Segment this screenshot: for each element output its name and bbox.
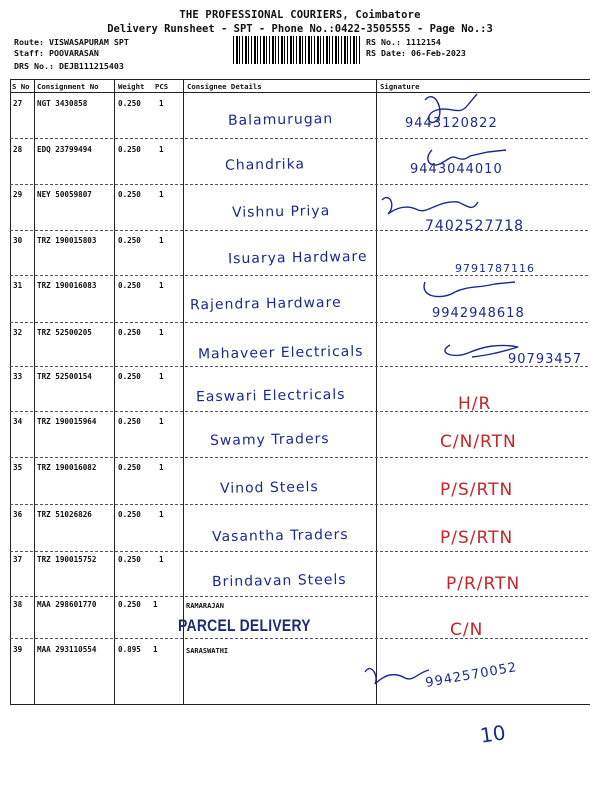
col-header-consignee: Consignee Details	[187, 82, 262, 91]
row-sno: 32	[13, 328, 23, 337]
row-weight: 0.250	[118, 99, 141, 108]
row-weight: 0.250	[118, 417, 141, 426]
row-consignment: TRZ 190016083	[37, 281, 97, 290]
row-weight: 0.250	[118, 555, 141, 564]
row-sno: 33	[13, 372, 23, 381]
row-pcs: 1	[159, 463, 164, 472]
row-weight: 0.250	[118, 510, 141, 519]
row-pcs: 1	[159, 281, 164, 290]
row-sno: 31	[13, 281, 23, 290]
signature-phone: 90793457	[508, 352, 583, 367]
row-weight: 0.250	[118, 328, 141, 337]
row-consignment: MAA 298601770	[37, 600, 97, 609]
row-weight: 0.895	[118, 645, 141, 654]
row-pcs: 1	[159, 145, 164, 154]
consignee-handwritten: Vishnu Priya	[231, 203, 331, 221]
row-weight: 0.250	[118, 281, 141, 290]
rs-number: RS No.: 1112154	[366, 37, 441, 47]
row-consignment: TRZ 190015752	[37, 555, 97, 564]
signature-scribble	[428, 150, 506, 165]
row-pcs: 1	[159, 99, 164, 108]
staff-label: Staff: POOVARASAN	[14, 48, 99, 58]
row-pcs: 1	[159, 555, 164, 564]
signature-scribble	[365, 669, 429, 684]
consignee-handwritten: Brindavan Steels	[211, 571, 347, 591]
row-weight: 0.250	[118, 190, 141, 199]
signature-phone: 9942570052	[424, 660, 519, 691]
row-consignment: TRZ 51026826	[37, 510, 92, 519]
row-pcs: 1	[159, 372, 164, 381]
row-sno: 37	[13, 555, 23, 564]
parcel-delivery-stamp: PARCEL DELIVERY	[178, 616, 311, 635]
consignee-handwritten: Mahaveer Electricals	[197, 343, 364, 363]
row-consignment: TRZ 190015803	[37, 236, 97, 245]
consignee-handwritten: Rajendra Hardware	[189, 294, 342, 314]
signature-phone: 7402527718	[425, 218, 525, 234]
row-consignment: TRZ 52500154	[37, 372, 92, 381]
delivery-remark: P/R/RTN	[446, 574, 521, 594]
row-consignment: NEY 50059807	[37, 190, 92, 199]
signature-phone: 9791787116	[455, 262, 535, 275]
row-pcs: 1	[153, 600, 158, 609]
consignee-handwritten: Swamy Traders	[209, 430, 330, 450]
row-weight: 0.250	[118, 463, 141, 472]
col-header-consignment: Consignment No	[37, 82, 99, 91]
row-weight: 0.250	[118, 236, 141, 245]
signature-scribble	[425, 94, 477, 122]
row-consignment: TRZ 190015964	[37, 417, 97, 426]
consignee-handwritten: Vinod Steels	[219, 479, 319, 497]
rs-date: RS Date: 06-Feb-2023	[366, 48, 466, 58]
col-header-weight: Weight	[118, 82, 145, 91]
row-consignment: TRZ 52500205	[37, 328, 92, 337]
row-consignment: MAA 293110554	[37, 645, 97, 654]
row-weight: 0.250	[118, 600, 141, 609]
row-sno: 34	[13, 417, 23, 426]
signature-scribble	[424, 282, 515, 297]
delivery-remark: C/N/RTN	[440, 432, 517, 452]
signature-phone: 9443120822	[405, 116, 498, 131]
row-sno: 36	[13, 510, 23, 519]
signature-phone: 9443044010	[410, 162, 503, 177]
row-sno: 29	[13, 190, 23, 199]
row-pcs: 1	[159, 236, 164, 245]
consignee-name: RAMARAJAN	[186, 602, 224, 610]
row-weight: 0.250	[118, 145, 141, 154]
row-pcs: 1	[153, 645, 158, 654]
col-header-sno: S No	[12, 82, 30, 91]
consignee-handwritten: Chandrika	[224, 156, 306, 174]
consignee-handwritten: Isuarya Hardware	[227, 248, 368, 268]
consignee-handwritten: Easwari Electricals	[195, 386, 346, 406]
row-sno: 35	[13, 463, 23, 472]
signature-phone: 9942948618	[432, 306, 525, 321]
row-sno: 30	[13, 236, 23, 245]
row-consignment: TRZ 190016082	[37, 463, 97, 472]
delivery-remark: P/S/RTN	[440, 480, 514, 500]
col-header-signature: Signature	[380, 82, 420, 91]
delivery-remark: C/N	[450, 620, 484, 640]
row-consignment: NGT 3430858	[37, 99, 88, 108]
consignee-handwritten: Vasantha Traders	[211, 526, 349, 546]
runsheet-title: THE PROFESSIONAL COURIERS, Coimbatore	[179, 9, 421, 21]
runsheet-subtitle: Delivery Runsheet - SPT - Phone No.:0422-3505555 - Page No.:3	[107, 23, 493, 35]
row-weight: 0.250	[118, 372, 141, 381]
row-pcs: 1	[159, 328, 164, 337]
row-sno: 38	[13, 600, 23, 609]
row-sno: 28	[13, 145, 23, 154]
row-sno: 39	[13, 645, 23, 654]
row-pcs: 1	[159, 417, 164, 426]
route-label: Route: VISWASAPURAM SPT	[14, 37, 129, 47]
consignee-name: SARASWATHI	[186, 647, 229, 655]
page-note-handwritten: 10	[478, 720, 507, 748]
row-pcs: 1	[159, 510, 164, 519]
signature-scribble	[445, 345, 518, 357]
signature-scribble	[382, 198, 478, 214]
delivery-remark: P/S/RTN	[440, 528, 514, 548]
col-header-pcs: PCS	[155, 82, 169, 91]
row-consignment: EDQ 23799494	[37, 145, 92, 154]
consignee-handwritten: Balamurugan	[227, 111, 334, 129]
delivery-remark: H/R	[458, 394, 492, 414]
row-pcs: 1	[159, 190, 164, 199]
drs-number: DRS No.: DEJB111215403	[14, 61, 124, 71]
row-sno: 27	[13, 99, 23, 108]
